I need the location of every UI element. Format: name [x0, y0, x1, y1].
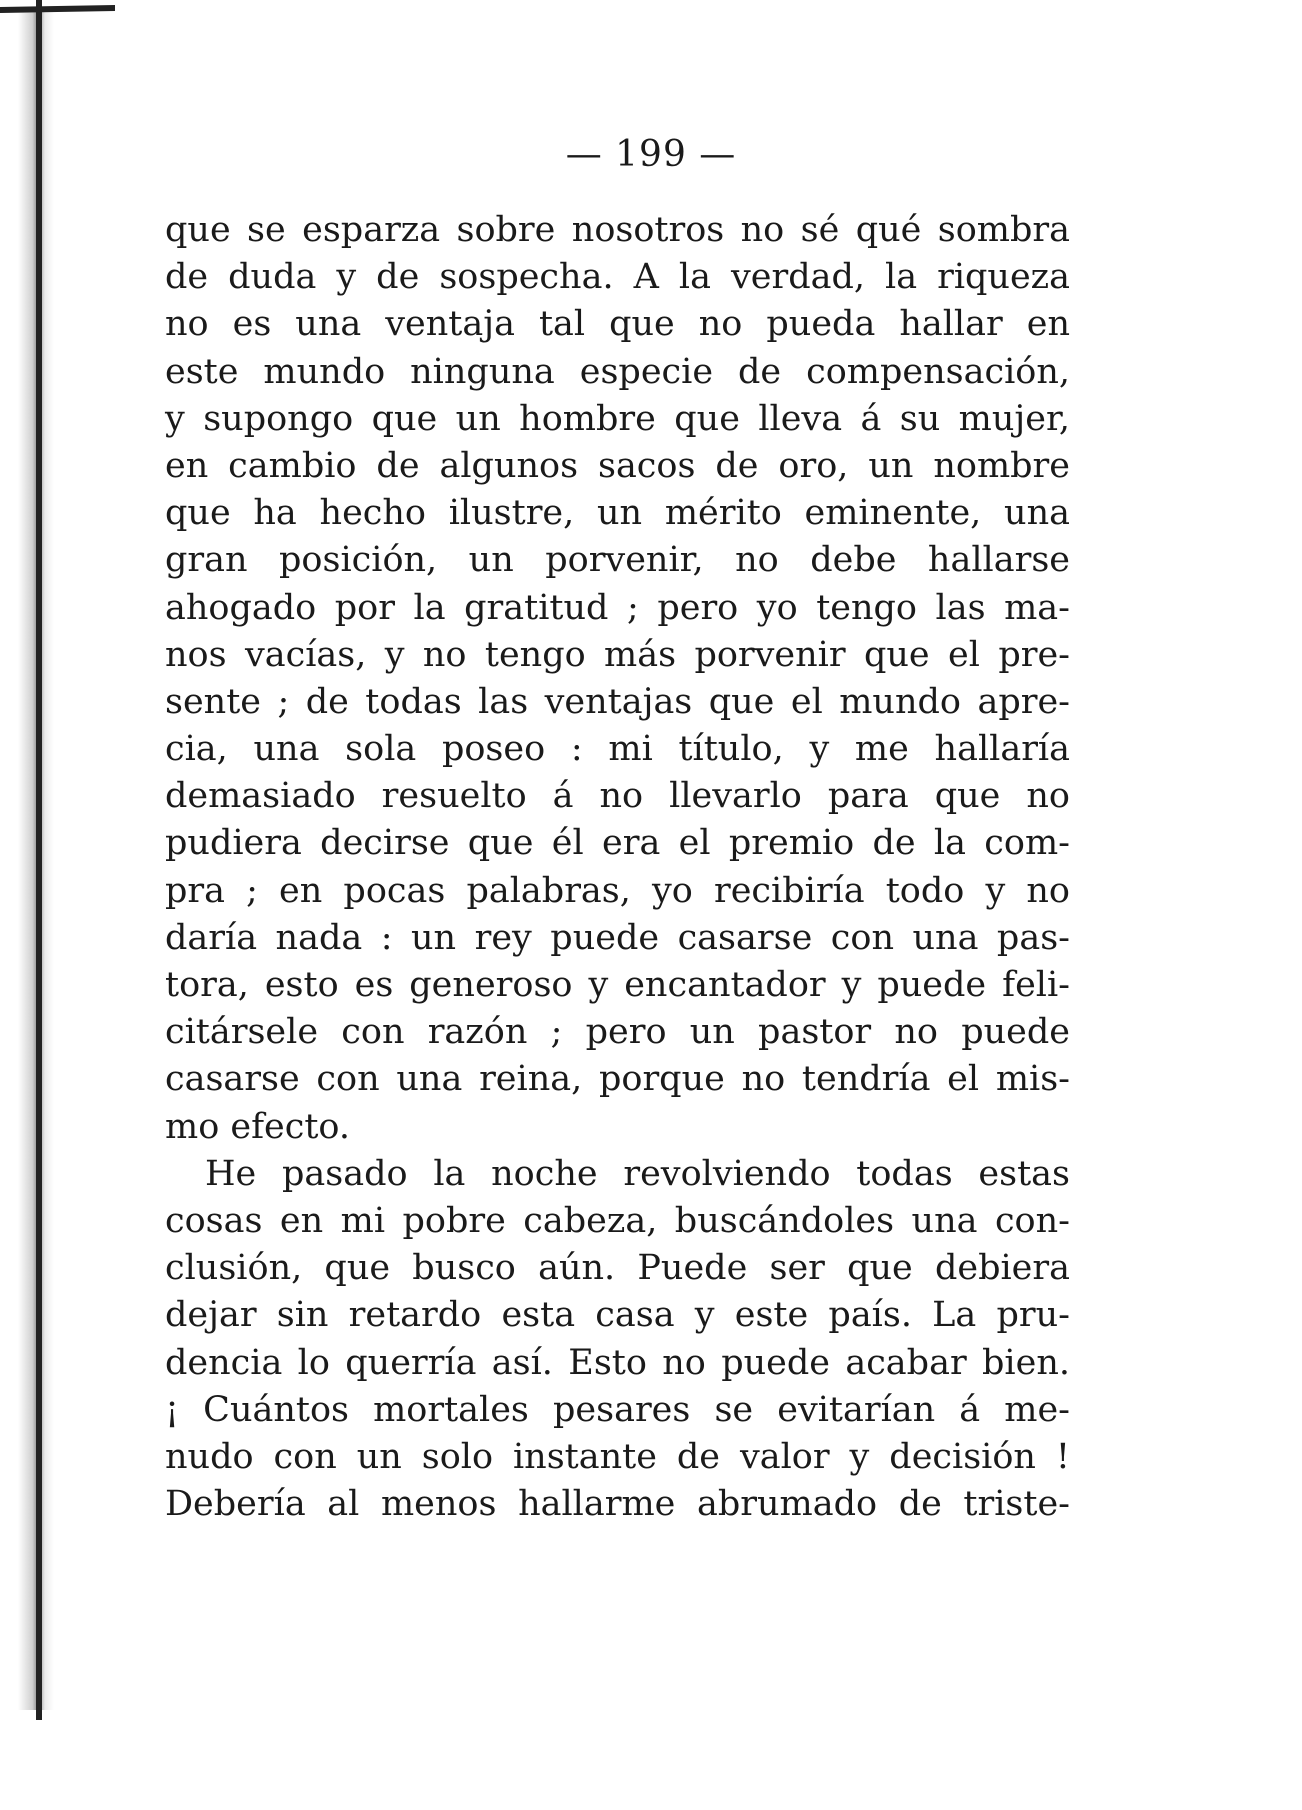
text-line: ¡ Cuántos mortales pesares se evitarían á me- [165, 1389, 1070, 1430]
text-line: gran posición, un porvenir, no debe hallarse [165, 540, 1070, 581]
text-line: cosas en mi pobre cabeza, buscándoles una con- [165, 1200, 1070, 1241]
text-line: nos vacías, y no tengo más porvenir que el pre- [165, 634, 1070, 675]
body-text [165, 207, 1070, 1528]
text-line-paragraph-start: He pasado la noche revolviendo todas estas [205, 1153, 1070, 1194]
text-line: demasiado resuelto á no llevarlo para que no [165, 776, 1070, 817]
text-line: tora, esto es generoso y encantador y puede feli- [165, 965, 1070, 1005]
text-line: que se esparza sobre nosotros no sé qué sombra [165, 210, 1070, 250]
text-line: pra ; en pocas palabras, yo recibiría todo y no [165, 870, 1070, 911]
text-line: y supongo que un hombre que lleva á su mujer, [165, 398, 1070, 439]
text-line: sente ; de todas las ventajas que el mundo apre- [165, 681, 1070, 722]
text-line: en cambio de algunos sacos de oro, un nombre [165, 445, 1070, 486]
text-line: dencia lo querría así. Esto no puede acabar bien. [165, 1342, 1070, 1383]
text-line: Debería al menos hallarme abrumado de triste- [165, 1484, 1070, 1525]
text-line: dejar sin retardo esta casa y este país. La pru- [165, 1295, 1070, 1336]
scan-binding-edge [0, 0, 70, 1810]
text-line: cia, una sola poseo : mi título, y me hallaría [165, 729, 1070, 770]
text-line: que ha hecho ilustre, un mérito eminente, una [165, 493, 1070, 534]
text-line: de duda y de sospecha. A la verdad, la riqueza [165, 257, 1070, 298]
binding-rule [36, 0, 42, 1720]
text-line: clusión, que busco aún. Puede ser que debiera [165, 1248, 1070, 1289]
page-number-header: — 199 — [565, 134, 737, 175]
text-line: pudiera decirse que él era el premio de la com- [165, 823, 1070, 864]
text-line: daría nada : un rey puede casarse con una pas- [165, 917, 1070, 958]
text-line: casarse con una reina, porque no tendría el mis- [165, 1059, 1070, 1100]
text-line: este mundo ninguna especie de compensación, [165, 351, 1070, 392]
text-line: ahogado por la gratitud ; pero yo tengo las ma- [165, 587, 1070, 628]
text-line-paragraph-end: mo efecto. [165, 1106, 351, 1147]
text-line: citársele con razón ; pero un pastor no puede [165, 1012, 1070, 1053]
text-line: no es una ventaja tal que no pueda hallar en [165, 304, 1070, 345]
text-line: nudo con un solo instante de valor y decisión ! [165, 1436, 1070, 1477]
binding-top-bar [0, 5, 115, 13]
